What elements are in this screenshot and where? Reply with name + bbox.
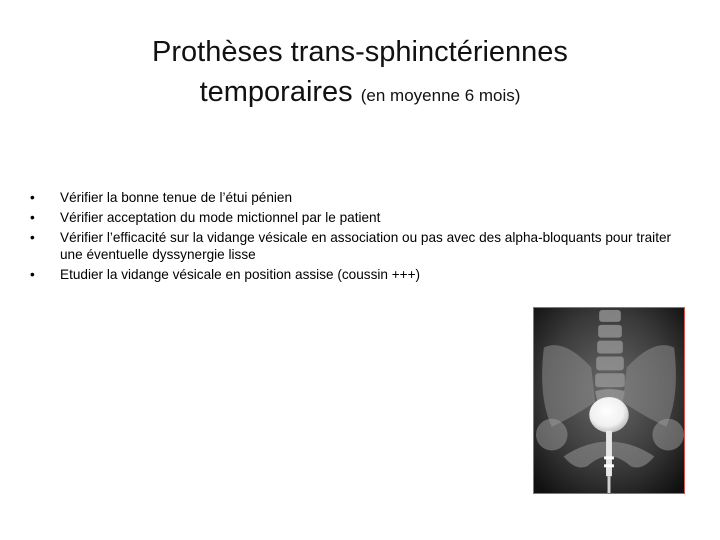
x-ray-image [533, 307, 685, 494]
bullet-item [30, 230, 680, 263]
title-line-2 [60, 72, 660, 116]
bullet-text: Etudier la vidange vésicale en position assise (coussin +++) [60, 266, 421, 282]
x-ray-icon [534, 308, 684, 493]
bullet-list [30, 190, 680, 287]
title-subtitle: (en moyenne 6 mois) [360, 86, 521, 105]
bullet-icon: • [30, 266, 35, 282]
bullet-text: Vérifier l’efficacité sur la vidange vésicale en association ou pas avec des alpha-bloquants pour traiter une éventuelle dyssynergie lisse [60, 230, 672, 262]
bullet-item [30, 190, 680, 207]
slide-title [60, 32, 660, 116]
bullet-item [30, 267, 680, 284]
bullet-text: Vérifier acceptation du mode mictionnel par le patient [60, 210, 381, 225]
bullet-icon: • [30, 230, 35, 245]
bullet-icon: • [30, 190, 35, 205]
bullet-item [30, 210, 680, 227]
title-line-1: Prothèses trans-sphinctériennes [152, 36, 568, 68]
bullet-text: Vérifier la bonne tenue de l’étui pénien [60, 190, 293, 205]
title-main: temporaires [199, 76, 353, 108]
bullet-icon: • [30, 210, 35, 225]
